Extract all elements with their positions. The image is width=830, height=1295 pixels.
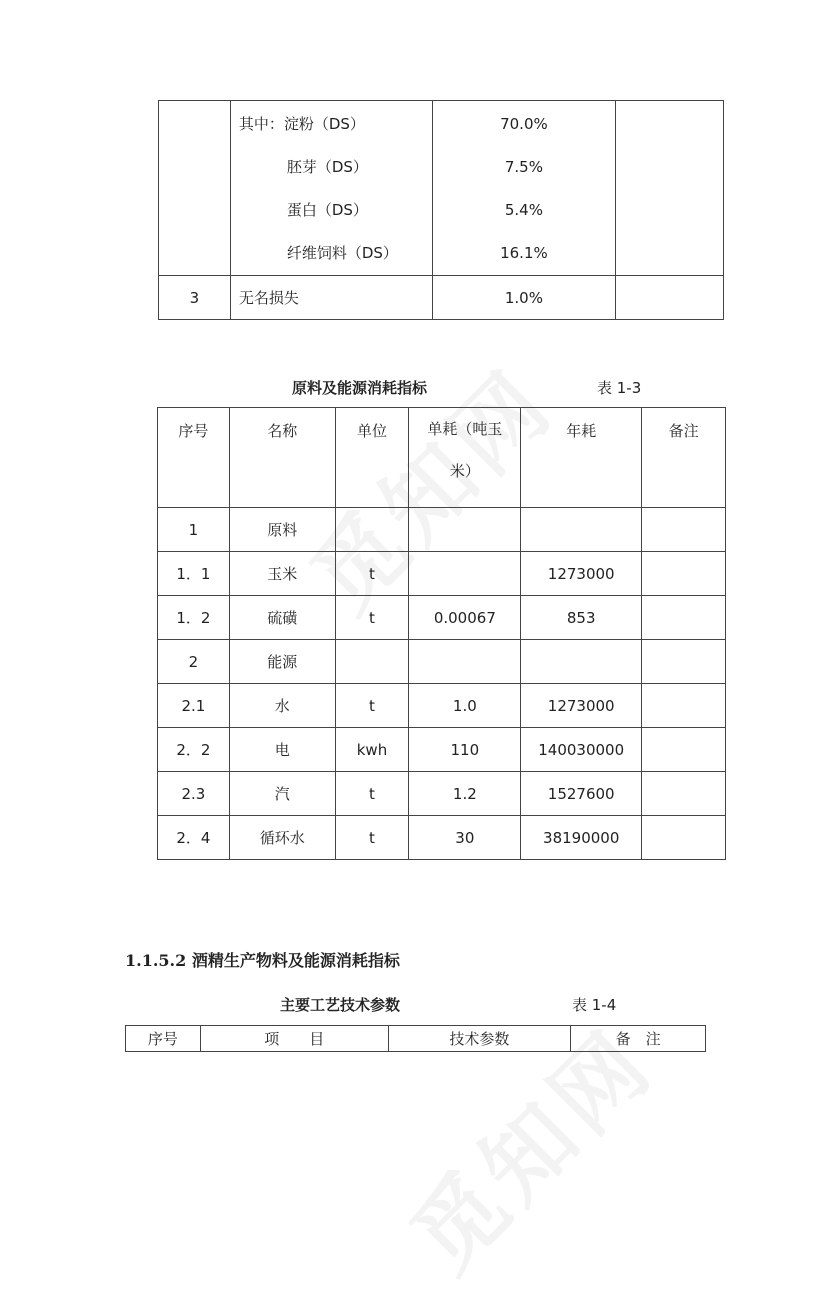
header-per-ton	[409, 408, 521, 508]
cell-name: 能源	[229, 640, 335, 684]
cell-name: 水	[229, 684, 335, 728]
cell-per-ton: 1.0	[409, 684, 521, 728]
cell-annual: 1273000	[521, 552, 642, 596]
cell-name: 原料	[229, 508, 335, 552]
cell-per-ton	[409, 508, 521, 552]
cell-note	[642, 552, 726, 596]
table-row	[158, 640, 726, 684]
table-row	[158, 552, 726, 596]
cell-per-ton	[409, 552, 521, 596]
cell-num: 1	[158, 508, 230, 552]
sub-value: 7.5%	[504, 158, 543, 176]
process-params-table	[125, 1025, 706, 1052]
cell-name: 循环水	[229, 816, 335, 860]
cell-name: 电	[229, 728, 335, 772]
table-label: 表 1-4	[572, 996, 617, 1014]
cell-unit: t	[335, 684, 409, 728]
section-heading: 1.1.5.2 酒精生产物料及能源消耗指标	[125, 951, 400, 970]
table-row	[158, 772, 726, 816]
cell-annual	[521, 640, 642, 684]
sub-item: 胚芽（DS）	[286, 158, 368, 176]
cell-name: 硫磺	[229, 596, 335, 640]
cell-per-ton	[409, 640, 521, 684]
header-unit: 单位	[335, 408, 409, 508]
cell-unit: t	[335, 816, 409, 860]
header-num: 序号	[158, 408, 230, 508]
cell-note	[616, 276, 724, 320]
cell-unit	[335, 640, 409, 684]
cell-num: 2．2	[158, 728, 230, 772]
sub-value: 16.1%	[500, 244, 548, 262]
cell-num	[159, 101, 231, 276]
table-label: 表 1-3	[597, 379, 642, 397]
header-params: 技术参数	[388, 1026, 571, 1052]
cell-num: 2．4	[158, 816, 230, 860]
cell-num: 2.3	[158, 772, 230, 816]
cell-note	[642, 816, 726, 860]
table-header-row	[126, 1026, 706, 1052]
cell-unit: t	[335, 772, 409, 816]
cell-annual: 853	[521, 596, 642, 640]
header-note: 备注	[642, 408, 726, 508]
header-per-ton-line1: 单耗（吨玉	[427, 420, 503, 438]
cell-per-ton: 110	[409, 728, 521, 772]
table-row	[158, 728, 726, 772]
sub-value: 5.4%	[504, 201, 543, 219]
cell-note	[642, 728, 726, 772]
cell-num: 3	[159, 276, 231, 320]
cell-per-ton: 30	[409, 816, 521, 860]
header-item: 项 目	[200, 1026, 388, 1052]
cell-unit: t	[335, 596, 409, 640]
cell-note	[642, 508, 726, 552]
header-note: 备 注	[571, 1026, 706, 1052]
cell-annual: 1527600	[521, 772, 642, 816]
cell-name: 汽	[229, 772, 335, 816]
cell-annual: 38190000	[521, 816, 642, 860]
cell-unit	[335, 508, 409, 552]
cell-annual	[521, 508, 642, 552]
cell-num: 2	[158, 640, 230, 684]
cell-num: 1．1	[158, 552, 230, 596]
table-row	[158, 508, 726, 552]
cell-note	[642, 684, 726, 728]
cell-name: 无名损失	[230, 276, 432, 320]
cell-note	[616, 101, 724, 276]
cell-annual: 1273000	[521, 684, 642, 728]
cell-per-ton: 1.2	[409, 772, 521, 816]
header-num: 序号	[126, 1026, 201, 1052]
table-title: 主要工艺技术参数	[280, 996, 401, 1014]
cell-note	[642, 772, 726, 816]
sub-item: 其中：淀粉（DS）	[238, 115, 365, 133]
table-title: 原料及能源消耗指标	[292, 379, 428, 397]
cell-value: 1.0%	[432, 276, 616, 320]
cell-value-list	[432, 101, 616, 276]
sub-item: 纤维饲料（DS）	[286, 244, 398, 262]
consumption-table	[157, 407, 726, 860]
sub-value: 70.0%	[500, 115, 548, 133]
header-per-ton-line2: 米）	[449, 462, 480, 480]
cell-note	[642, 640, 726, 684]
header-name: 名称	[229, 408, 335, 508]
header-annual: 年耗	[521, 408, 642, 508]
cell-unit: t	[335, 552, 409, 596]
sub-item: 蛋白（DS）	[286, 201, 368, 219]
composition-table	[158, 100, 724, 320]
table-row	[159, 101, 724, 276]
cell-name-list	[230, 101, 432, 276]
table-header-row	[158, 408, 726, 508]
cell-note	[642, 596, 726, 640]
cell-per-ton: 0.00067	[409, 596, 521, 640]
cell-name: 玉米	[229, 552, 335, 596]
table-row	[159, 276, 724, 320]
cell-num: 1．2	[158, 596, 230, 640]
cell-unit: kwh	[335, 728, 409, 772]
cell-num: 2.1	[158, 684, 230, 728]
table-row	[158, 596, 726, 640]
table-row	[158, 684, 726, 728]
cell-annual: 140030000	[521, 728, 642, 772]
table-row	[158, 816, 726, 860]
